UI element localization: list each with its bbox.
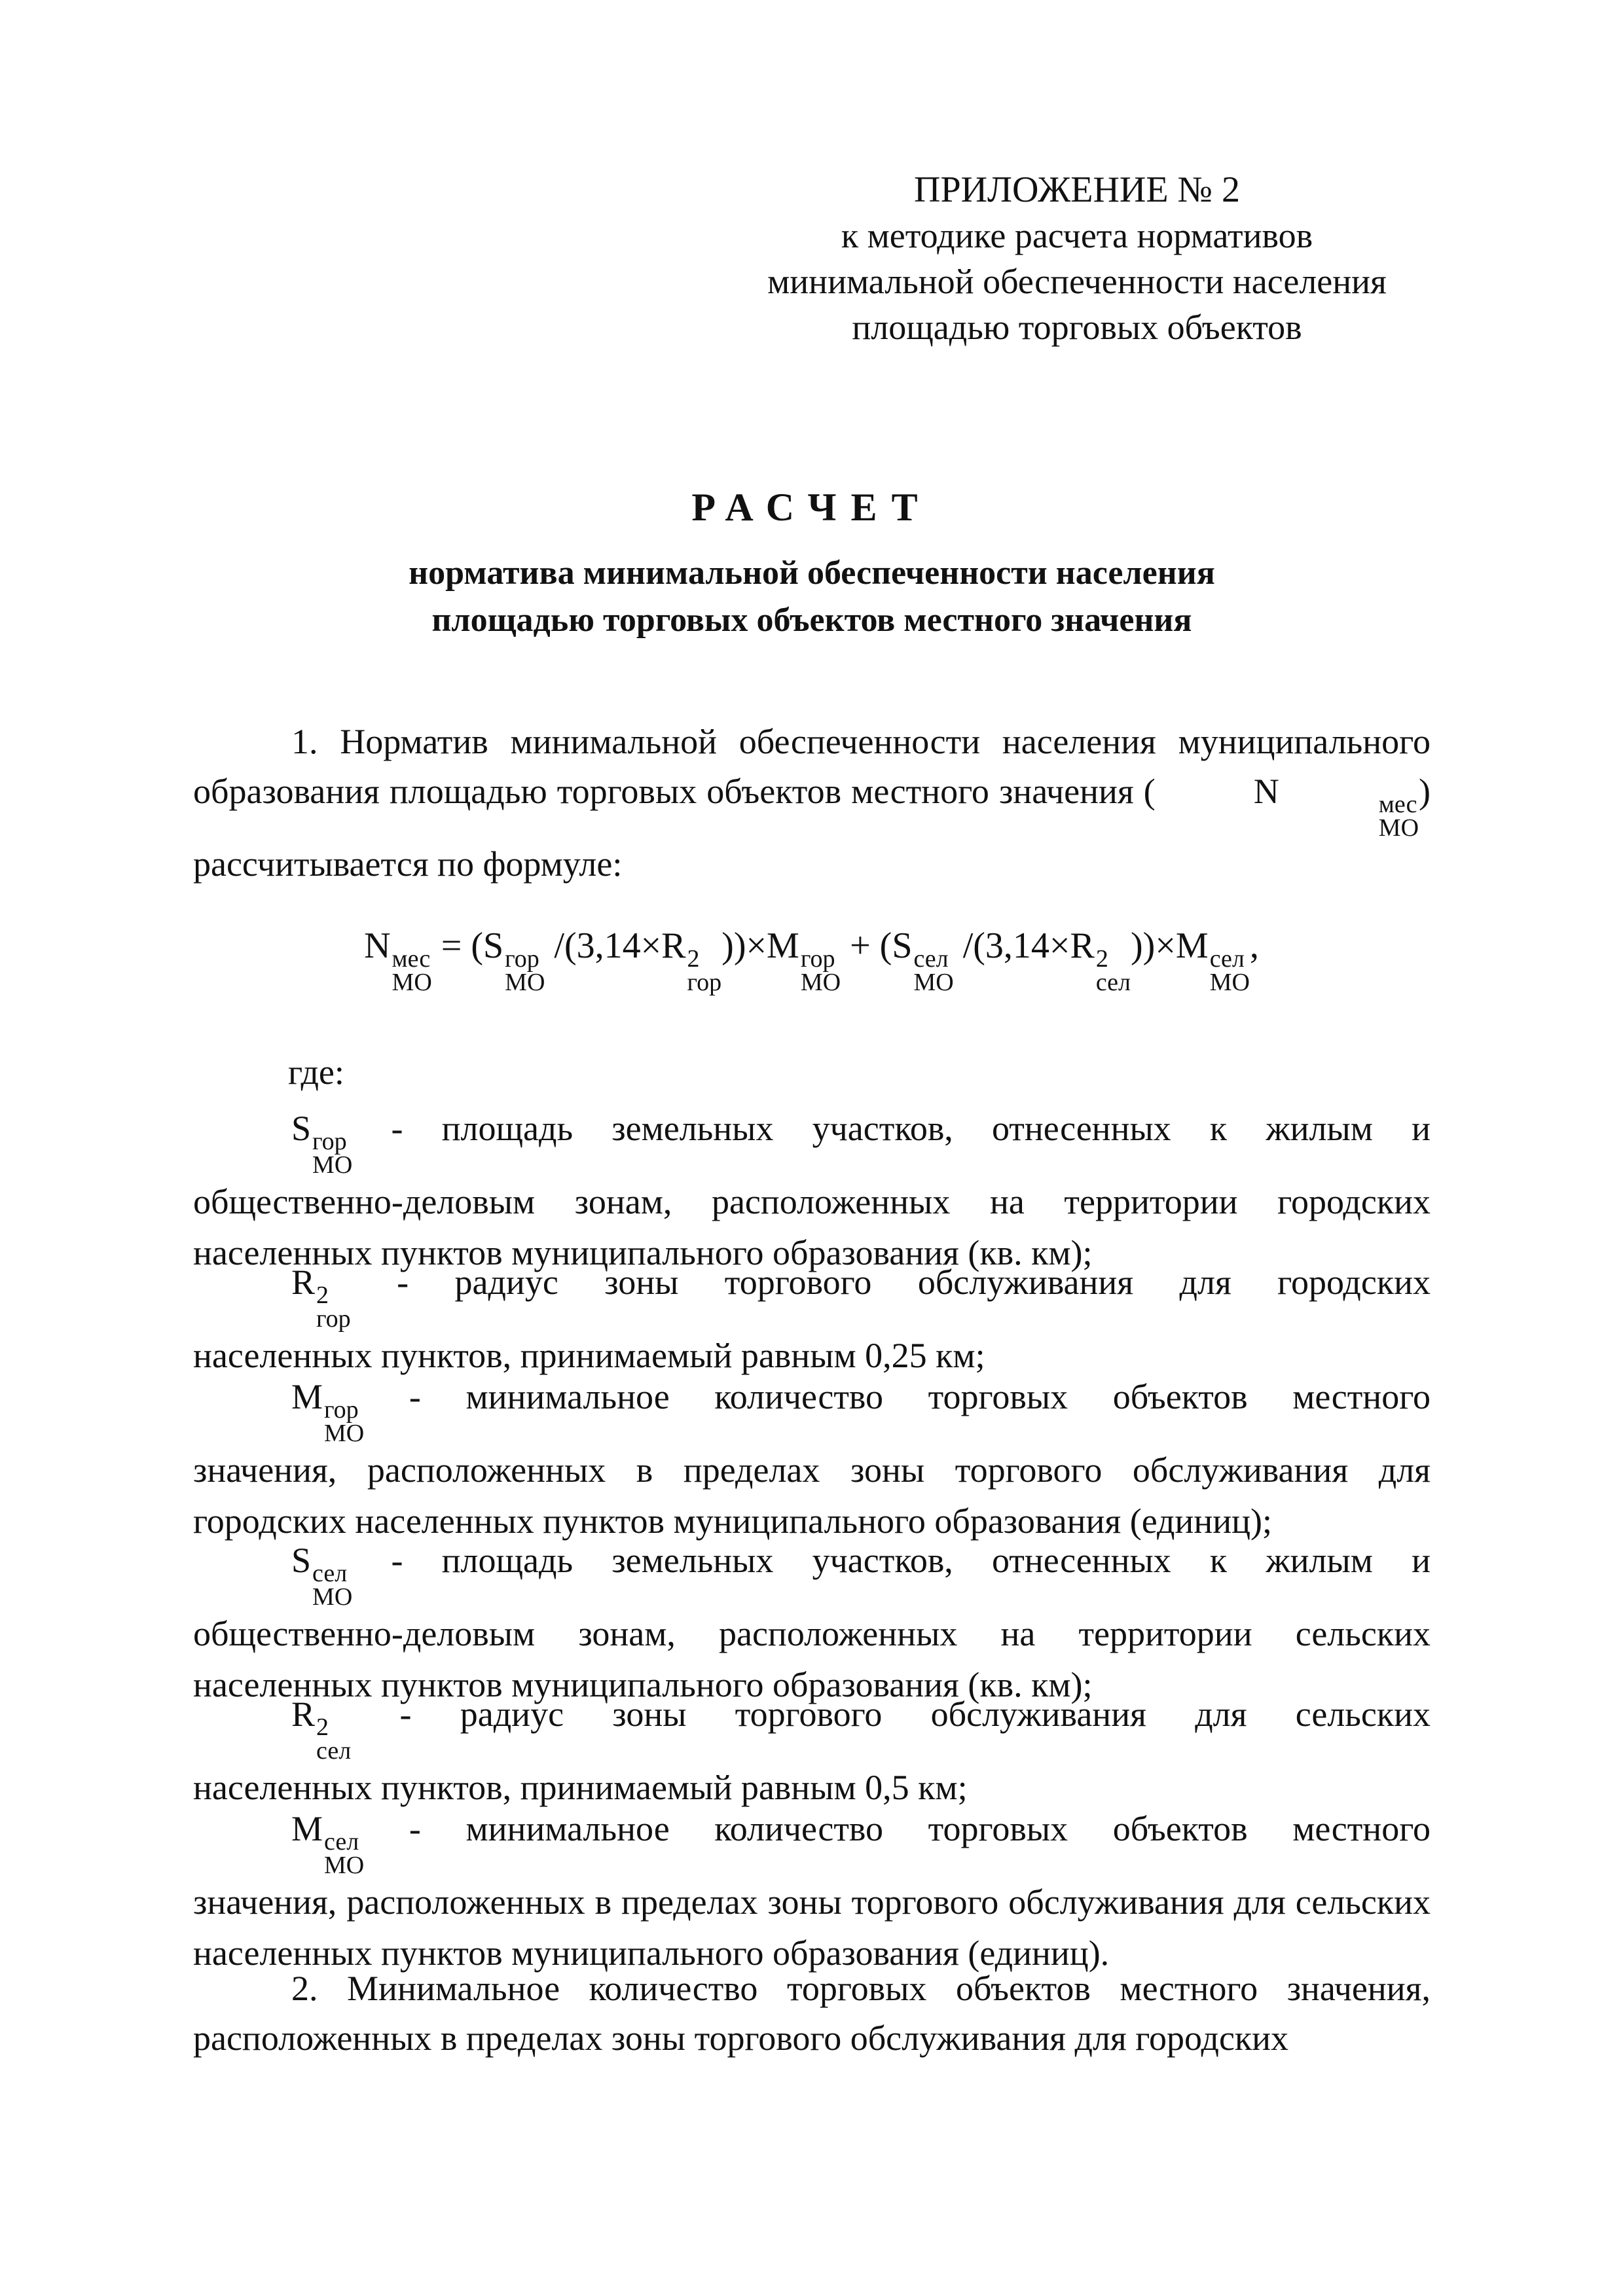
definition-m-sel: M сел МО - минимальное количество торговых объектов местного значения, расположенных в пределах зоны торгового обслуживания для сельских населенных пунктов муниципального образования (единиц).	[193, 1809, 1431, 1973]
paragraph-text: ) рассчитывается по формуле:	[193, 772, 1431, 884]
document-heading	[190, 478, 1434, 644]
appendix-line: площадью торговых объектов	[852, 308, 1302, 347]
paragraph-2: 2. Минимальное количество торговых объектов местного значения, расположенных в пределах зоны торгового обслуживания для городских	[193, 1969, 1431, 2058]
appendix-line: минимальной обеспеченности населения	[767, 262, 1387, 301]
subtitle-line: площадью торговых объектов местного значения	[431, 601, 1192, 639]
definition-r-gor: R 2 гор - радиус зоны торгового обслуживания для городских населенных пунктов, принимаемый равным 0,25 км;	[193, 1263, 1431, 1375]
paragraph-text: 1. Норматив минимальной обеспеченности населения муниципального образования площадью торговых объектов местного значения (	[193, 722, 1431, 811]
appendix-line: к методике расчета нормативов	[841, 216, 1313, 255]
definition-s-gor: S гор МО - площадь земельных участков, отнесенных к жилым и общественно-деловым зонам, расположенных на территории городских населенных пунктов муниципального образования (кв. км);	[193, 1109, 1431, 1272]
definition-m-gor: M гор МО - минимальное количество торговых объектов местного значения, расположенных в пределах зоны торгового обслуживания для городских населенных пунктов муниципального образования (единиц);	[193, 1377, 1431, 1541]
definition-r-sel: R 2 сел - радиус зоны торгового обслуживания для сельских населенных пунктов, принимаемый равным 0,5 км;	[193, 1695, 1431, 1807]
symbol-n-mes-mo: N мес МО	[1253, 772, 1419, 842]
paragraph-1	[193, 717, 1431, 889]
where-label: где:	[288, 1052, 344, 1092]
formula: N мес МО = (S гор МО /(3,14×R 2 гор ))×M гор МО + (S сел МО /(3,14×R 2 сел ))×M сел МО ,	[364, 925, 1259, 996]
appendix-header	[733, 167, 1421, 350]
document-title: РАСЧЕТ	[691, 486, 932, 529]
appendix-title: ПРИЛОЖЕНИЕ № 2	[914, 170, 1240, 210]
subtitle-line: норматива минимальной обеспеченности населения	[409, 554, 1215, 592]
document-subtitle	[190, 550, 1434, 644]
definition-s-sel: S сел МО - площадь земельных участков, отнесенных к жилым и общественно-деловым зонам, расположенных на территории сельских населенных пунктов муниципального образования (кв. км);	[193, 1541, 1431, 1704]
